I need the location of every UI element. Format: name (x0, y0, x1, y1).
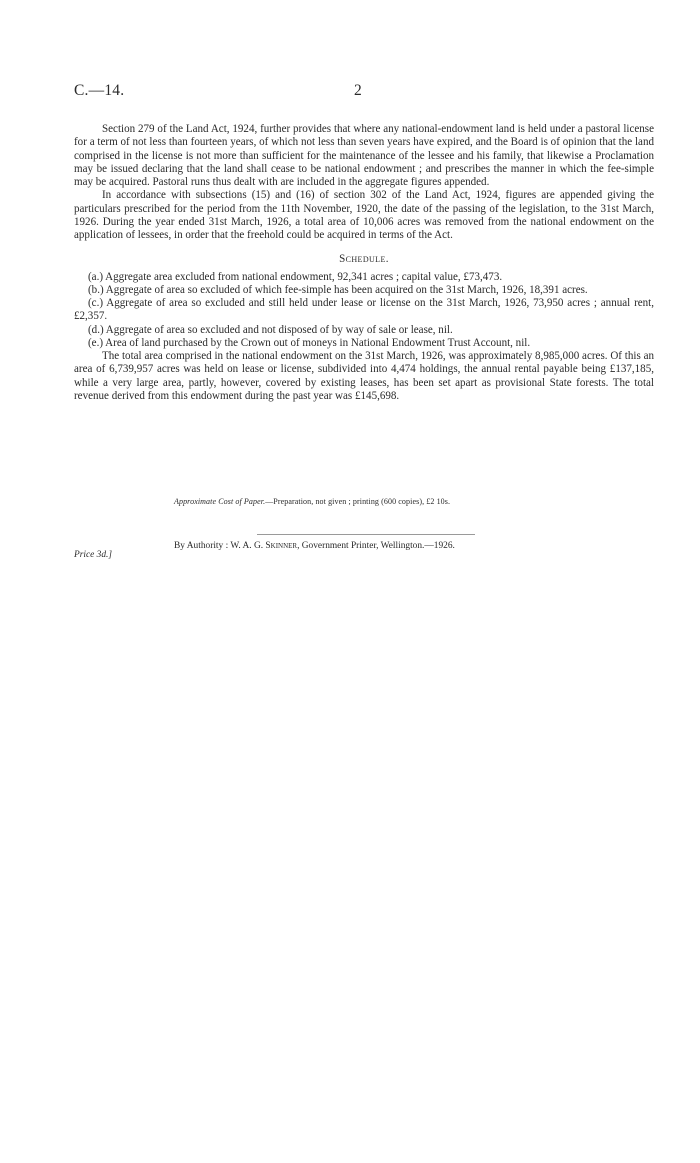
authority-prefix: By Authority : W. A. G. (174, 541, 266, 551)
schedule-item-e: (e.) Area of land purchased by the Crown out of moneys in National Endowment Trust Account, nil. (88, 336, 531, 349)
authority-suffix: , Government Printer, Wellington.—1926. (297, 541, 455, 551)
paragraph-section-279: Section 279 of the Land Act, 1924, further provides that where any national-endowment land is held under a pastoral license for a term of not less than fourteen years, of which not less than seven years have expired, and the Board is of opinion that the land comprised in the license is not more than sufficient for the maintenance of the lessee and his family, that likewise a Proclamation may be issued declaring that the land shall cease to be national endowment ; and prescribes the manner in which the fee-simple may be acquired. Pastoral runs thus dealt with are included in the aggregate figures appended. (74, 123, 654, 188)
printer-authority (174, 541, 604, 551)
price-label: Price 3d.] (74, 550, 113, 560)
schedule-item-c: (c.) Aggregate of area so excluded and still held under lease or license on the 31st March, 1926, 73,950 acres ; annual rent, £2,357. (74, 297, 654, 323)
cost-text: —Preparation, not given ; printing (600 copies), £2 10s. (265, 497, 451, 506)
footer-divider (257, 534, 475, 535)
printer-name: Skinner (265, 541, 298, 551)
schedule-item-d: (d.) Aggregate of area so excluded and not disposed of by way of sale or lease, nil. (88, 323, 453, 336)
document-reference: C.—14. (74, 82, 125, 99)
cost-of-paper-note (174, 497, 594, 506)
paragraph-subsections: In accordance with subsections (15) and (16) of section 302 of the Land Act, 1924, figures are appended giving the particulars prescribed for the period from the 11th November, 1920, the date of the passing of the legislation, to the 31st March, 1926. During the year ended 31st March, 1926, a total area of 10,006 acres was removed from the national endowment on the application of lessees, in order that the freehold could be acquired in terms of the Act. (74, 189, 654, 241)
schedule-title: Schedule. (339, 253, 389, 266)
paragraph-total-area: The total area comprised in the national endowment on the 31st March, 1926, was approximately 8,985,000 acres. Of this an area of 6,739,957 acres was held on lease or license, subdivided into 4,474 holdings, the annual rental payable being £137,185, while a very large area, partly, however, covered by existing leases, has been set apart as provisional State forests. The total revenue derived from this endowment during the past year was £145,698. (74, 350, 654, 402)
cost-label: Approximate Cost of Paper. (174, 497, 266, 506)
document-body (74, 123, 654, 403)
page-number: 2 (354, 82, 362, 99)
schedule-item-b: (b.) Aggregate of area so excluded of which fee-simple has been acquired on the 31st March, 1926, 18,391 acres. (88, 283, 588, 296)
page-header (74, 82, 654, 104)
schedule-item-a: (a.) Aggregate area excluded from national endowment, 92,341 acres ; capital value, £73,473. (88, 270, 503, 283)
